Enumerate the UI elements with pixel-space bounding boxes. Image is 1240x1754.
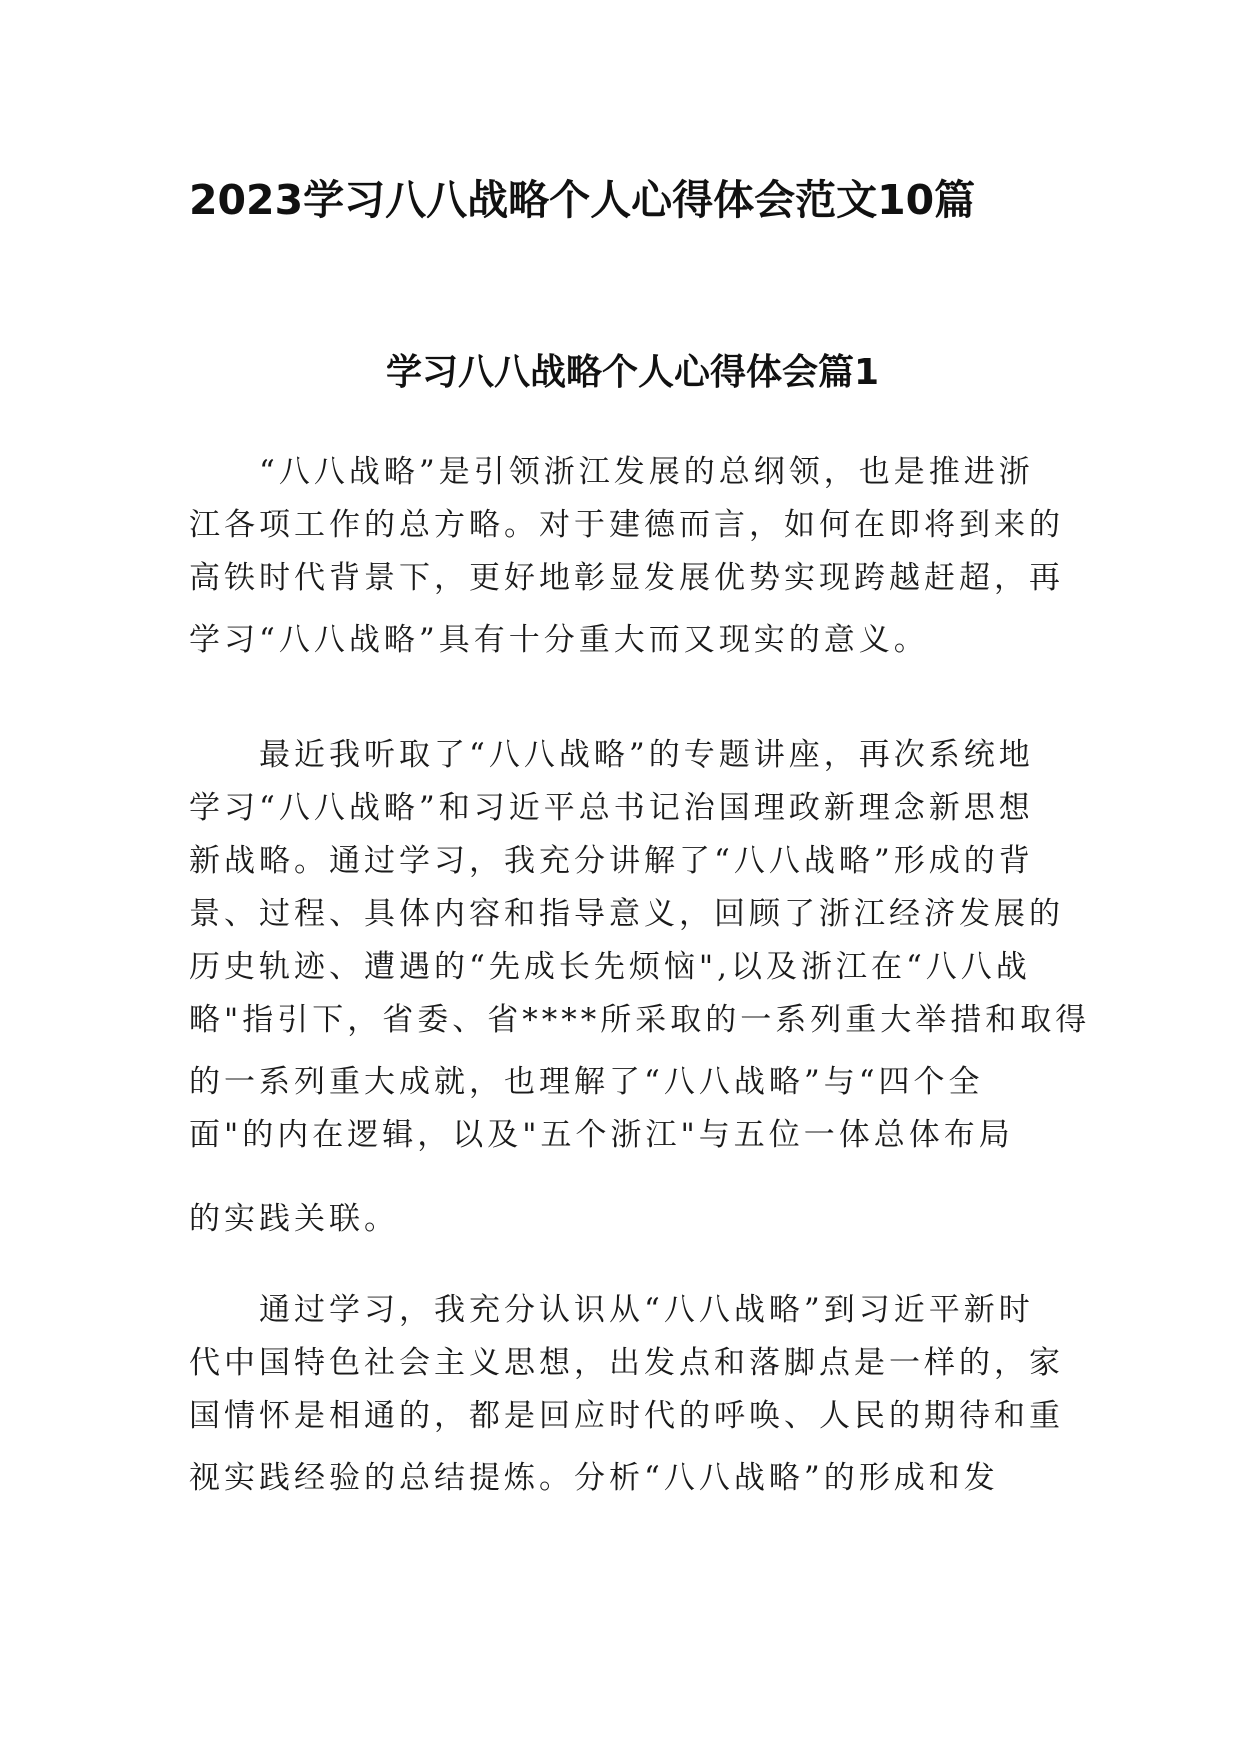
paragraph-line: 代中国特色社会主义思想，出发点和落脚点是一样的，家 <box>189 1345 1064 1381</box>
paragraph-line: 最近我听取了“八八战略”的专题讲座，再次系统地 <box>259 737 1034 773</box>
paragraph-line: 略"指引下，省委、省****所采取的一系列重大举措和取得 <box>189 1002 1091 1038</box>
paragraph-line: 国情怀是相通的，都是回应时代的呼唤、人民的期待和重 <box>189 1398 1064 1434</box>
paragraph-line: 高铁时代背景下，更好地彰显发展优势实现跨越赶超，再 <box>189 560 1064 596</box>
paragraph-line: 江各项工作的总方略。对于建德而言，如何在即将到来的 <box>189 507 1064 543</box>
paragraph-line: 面"的内在逻辑，以及"五个浙江"与五位一体总体布局 <box>189 1117 1014 1153</box>
paragraph-line: 通过学习，我充分认识从“八八战略”到习近平新时 <box>259 1292 1034 1328</box>
paragraph-line: 景、过程、具体内容和指导意义，回顾了浙江经济发展的 <box>189 896 1064 932</box>
paragraph-2 <box>189 735 1091 1239</box>
paragraph-line: 学习“八八战略”具有十分重大而又现实的意义。 <box>189 622 929 658</box>
paragraph-line: 的一系列重大成就，也理解了“八八战略”与“四个全 <box>189 1064 984 1100</box>
paragraph-line: 历史轨迹、遭遇的“先成长先烦恼",以及浙江在“八八战 <box>189 949 1031 985</box>
paragraph-3 <box>189 1290 1064 1498</box>
paragraph-line: 新战略。通过学习，我充分讲解了“八八战略”形成的背 <box>189 843 1034 879</box>
document-title: 2023学习八八战略个人心得体会范文10篇 <box>189 176 976 224</box>
paragraph-line: 视实践经验的总结提炼。分析“八八战略”的形成和发 <box>189 1460 999 1496</box>
paragraph-line: 的实践关联。 <box>189 1201 399 1237</box>
section-title: 学习八八战略个人心得体会篇1 <box>386 352 880 393</box>
paragraph-line: 学习“八八战略”和习近平总书记治国理政新理念新思想 <box>189 790 1034 826</box>
paragraph-1 <box>189 452 1064 660</box>
paragraph-line: “八八战略”是引领浙江发展的总纲领，也是推进浙 <box>259 454 1034 490</box>
